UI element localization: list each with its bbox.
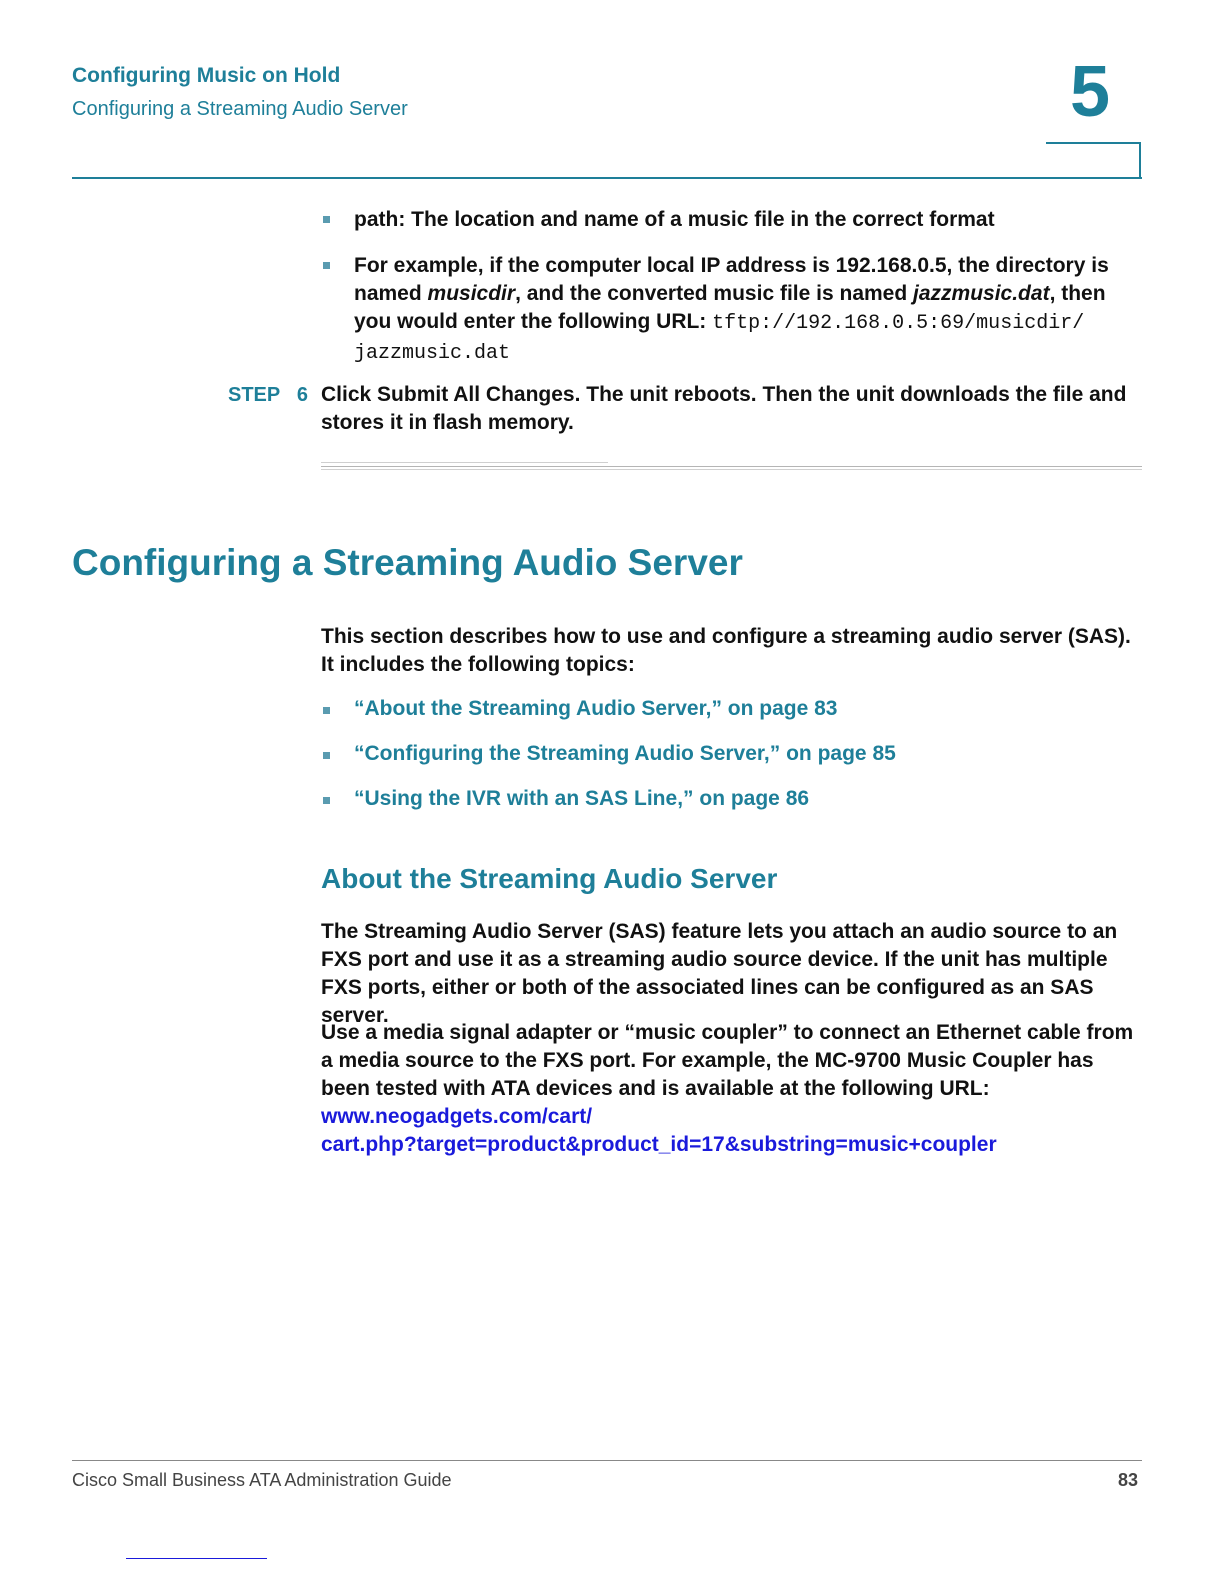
footer-page-number: 83 — [1118, 1470, 1139, 1490]
chapter-tab-frame — [1046, 142, 1141, 178]
subsection-heading: About the Streaming Audio Server — [321, 863, 778, 894]
chapter-number: 5 — [1070, 52, 1111, 132]
topic-link-ivr-sas[interactable]: “Using the IVR with an SAS Line,” on page 86 — [354, 787, 810, 810]
step-post: . The unit reboots. Then the unit downloads the file and stores it in flash memory. — [321, 383, 1127, 434]
bullet-icon — [323, 262, 330, 269]
chapter-title: Configuring Music on Hold — [72, 64, 341, 87]
neogadgets-url-link-line2[interactable]: cart.php?target=product&product_id=17&substring=music+coupler — [321, 1133, 997, 1156]
bullet-icon — [323, 752, 330, 759]
header-rule — [72, 177, 1142, 179]
list-item: path: The location and name of a music file in the correct format — [354, 208, 995, 231]
list-item — [354, 252, 1144, 368]
example-url-code: tftp://192.168.0.5:69/musicdir/ jazzmusic.dat — [354, 312, 1085, 365]
paragraph-text: Use a media signal adapter or “music coupler” to connect an Ethernet cable from a media source to the FXS port. For example, the MC-9700 Music Coupler has been tested with ATA devices and is available at the following URL: — [321, 1021, 1134, 1100]
separator-rule-shadow — [321, 469, 1142, 470]
topic-link-configuring-sas[interactable]: “Configuring the Streaming Audio Server,” on page 85 — [354, 742, 896, 765]
step-text — [321, 381, 1131, 437]
step-action: Submit All Changes — [377, 383, 575, 406]
step-word: STEP — [228, 384, 281, 406]
footer-guide-title: Cisco Small Business ATA Administration Guide — [72, 1470, 452, 1490]
topic-link-about-sas[interactable]: “About the Streaming Audio Server,” on page 83 — [354, 697, 838, 720]
section-running-title: Configuring a Streaming Audio Server — [72, 98, 408, 120]
example-text: For example, if the computer local IP address is 192.168.0.5, the directory is named — [354, 254, 1109, 305]
footer-rule — [72, 1460, 1142, 1461]
step-number: 6 — [296, 384, 309, 406]
separator-short — [321, 462, 608, 463]
bullet-icon — [323, 707, 330, 714]
section-intro: This section describes how to use and configure a streaming audio server (SAS). It includes the following topics: — [321, 625, 1131, 676]
example-text: , then you would enter the following URL: — [354, 282, 1106, 333]
example-dir: musicdir — [427, 282, 516, 305]
section-heading: Configuring a Streaming Audio Server — [72, 542, 743, 583]
neogadgets-url-link-line1[interactable]: www.neogadgets.com/cart/ — [321, 1105, 593, 1128]
step-label — [228, 384, 308, 407]
step-pre: Click — [321, 383, 378, 406]
subsection-paragraph — [321, 1019, 1146, 1159]
footer-link-underline — [126, 1558, 267, 1559]
example-text: , and the converted music file is named — [515, 282, 914, 305]
bullet-icon — [323, 797, 330, 804]
bullet-icon — [323, 216, 330, 223]
subsection-paragraph: The Streaming Audio Server (SAS) feature lets you attach an audio source to an FXS port and use it as a streaming audio source device. If the unit has multiple FXS ports, either or both of the associated lines can be configured as an SAS server. — [321, 920, 1118, 1027]
separator-rule — [321, 466, 1142, 467]
example-file: jazzmusic.dat — [913, 282, 1050, 305]
